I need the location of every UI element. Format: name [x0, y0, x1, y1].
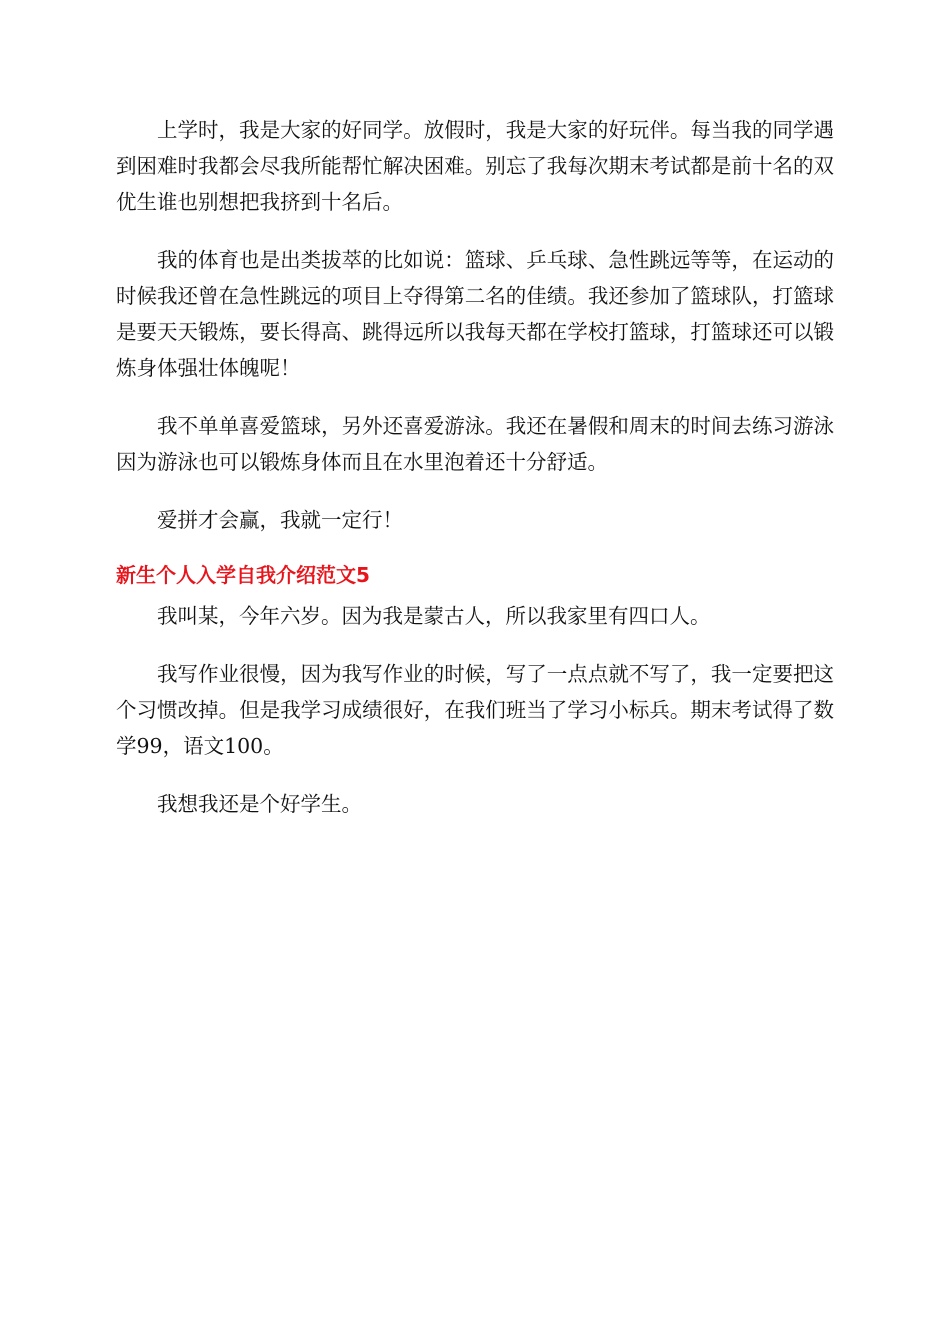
section-heading: 新生个人入学自我介绍范文5 [116, 563, 370, 587]
paragraph-sports: 我的体育也是出类拔萃的比如说：篮球、乒乓球、急性跳远等等，在运动的时候我还曾在急性跳远的项目上夺得第二名的佳绩。我还参加了篮球队，打篮球是要天天锻炼，要长得高、跳得远所以我每天都在学校打篮球，打篮球还可以锻炼身体强壮体魄呢！ [116, 248, 834, 380]
paragraph-school: 上学时，我是大家的好同学。放假时，我是大家的好玩伴。每当我的同学遇到困难时我都会尽我所能帮忙解决困难。别忘了我每次期末考试都是前十名的双优生谁也别想把我挤到十名后。 [116, 118, 834, 214]
paragraph-homework: 我写作业很慢，因为我写作业的时候，写了一点点就不写了，我一定要把这个习惯改掉。但是我学习成绩很好，在我们班当了学习小标兵。期末考试得了数学99，语文100。 [116, 662, 834, 758]
document-body [116, 112, 834, 844]
paragraph-intro: 我叫某，今年六岁。因为我是蒙古人，所以我家里有四口人。 [157, 604, 711, 628]
paragraph-conclusion: 我想我还是个好学生。 [157, 792, 362, 816]
paragraph-swimming: 我不单单喜爱篮球，另外还喜爱游泳。我还在暑假和周末的时间去练习游泳因为游泳也可以锻炼身体而且在水里泡着还十分舒适。 [116, 414, 834, 474]
paragraph-motto: 爱拼才会赢，我就一定行！ [157, 508, 403, 532]
